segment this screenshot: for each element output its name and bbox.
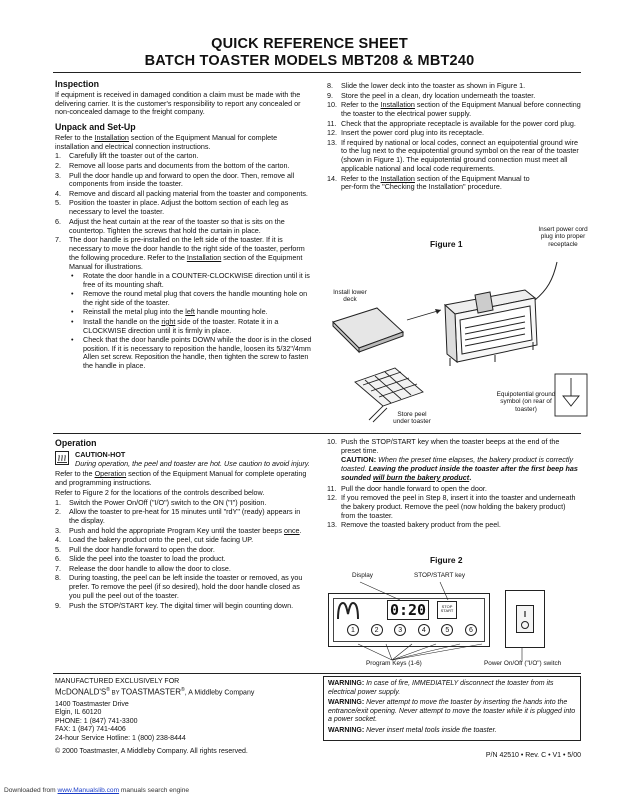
list-item: 9. Push the STOP/START key. The digital timer will begin counting down.	[55, 600, 294, 610]
section-rule	[53, 433, 581, 434]
program-key-5[interactable]: 5	[441, 624, 453, 636]
list-item: 12. If you removed the peel in Step 8, insert it into the toaster and underneath the bakery product. Remove the peel (now holding the bakery product) from the toaster.	[327, 493, 576, 520]
caution-block	[55, 451, 312, 469]
figure-1-label-ground: Equipotential ground symbol (on rear of toaster)	[496, 391, 556, 413]
figure-2-label-stopstart: STOP/START key	[414, 572, 466, 579]
program-key-2[interactable]: 2	[371, 624, 383, 636]
list-item: 5. Pull the door handle forward to open the door.	[55, 544, 215, 554]
bullet-item: • Reinstall the metal plug into the left handle mounting hole.	[71, 307, 268, 317]
list-item: 6. Adjust the heat curtain at the rear of the toaster so that is sits on the countertop. Tighten the screws that hold the curtain in place.	[55, 216, 285, 235]
caution-text: During operation, the peel and toaster are hot. Use caution to avoid injury.	[75, 458, 310, 468]
manufacturer-block	[55, 678, 317, 757]
operation-column-left	[55, 438, 312, 611]
figure-1-label-deck: Install lower deck	[333, 289, 367, 304]
figure-1-label-peel: Store peel under toaster	[393, 411, 431, 426]
bullet-item: • Remove the round metal plug that covers the handle mounting hole on the right side of the toaster.	[71, 289, 308, 308]
list-item: 10. Refer to the Installation section of the Equipment Manual before connecting the toaster to the electrical power supply.	[327, 100, 581, 118]
stop-start-button[interactable]: STOP START	[437, 601, 457, 619]
header-rule	[53, 72, 581, 73]
address-line-1: 1400 Toastmaster Drive	[55, 700, 129, 708]
list-item: 8. Slide the lower deck into the toaster as shown in Figure 1.	[327, 81, 526, 90]
list-item: 1. Switch the Power On/Off ("I/O") switch to the ON ("I") position.	[55, 497, 267, 507]
figure-2-label-switch: Power On/Off ("I/O") switch	[484, 660, 562, 667]
warning-3: WARNING: Never insert metal tools inside the toaster.	[328, 726, 497, 734]
operation-column-right	[327, 438, 581, 531]
unpack-steps-continued	[327, 82, 581, 192]
list-item: 2. Remove all loose parts and documents from the bottom of the carton.	[55, 160, 290, 170]
peel-drawing	[355, 368, 423, 422]
toaster-drawing	[445, 262, 557, 366]
bullet-item: • Check that the door handle points DOWN while the door is in the closed position. If it is necessary to reposition the handle, loosen its 5/32"/4mm Allen set screw. Reposition the handle, then tighten the screw to fasten the handle in place.	[71, 334, 312, 371]
program-key-3[interactable]: 3	[394, 624, 406, 636]
hot-surface-icon	[55, 451, 69, 465]
list-item: 8. During toasting, the peel can be left inside the toaster or removed, as you prefer. To remove the peel (if so desired), hold the door handle closed as you pull the peel out of the toaster.	[55, 573, 303, 601]
figure-2-label-keys: Program Keys (1-6)	[366, 660, 422, 667]
list-item: 4. Remove and discard all packing material from the toaster and components.	[55, 188, 308, 198]
hotline-line: 24-hour Service Hotline: 1 (800) 238-8444	[55, 734, 186, 742]
list-item: 3. Push and hold the appropriate Program Key until the toaster beeps once.	[55, 525, 302, 535]
unpack-steps	[55, 152, 312, 271]
list-item: 7. The door handle is pre-installed on the left side of the toaster. If it is necessary to move the door handle to the right side of the toaster, perform the following procedure. Refer to the Installation section of the Equipment Manual for illustrations.	[55, 235, 305, 271]
copyright-line: © 2000 Toastmaster, A Middleby Company. All rights reserved.	[55, 748, 248, 756]
ground-symbol-drawing	[555, 374, 587, 416]
list-item: 11. Pull the door handle forward to open the door.	[327, 483, 487, 493]
title-line-2: BATCH TOASTER MODELS MBT208 & MBT240	[144, 53, 475, 69]
address-line-2: Elgin, IL 60120	[55, 709, 102, 717]
list-item: 5. Position the toaster in place. Adjust the bottom section of each leg as necessary to level the toaster.	[55, 198, 289, 217]
operation-ref-2: Refer to Figure 2 for the locations of the controls described below.	[55, 487, 265, 497]
figure-2-label-display: Display	[352, 572, 373, 579]
lower-deck-drawing	[333, 308, 403, 352]
footer-rule	[53, 673, 581, 674]
unpack-intro: Refer to the Installation section of the Equipment Manual for complete installation and electrical connection instructions.	[55, 132, 278, 151]
warnings-box	[323, 676, 581, 741]
caution-burn: CAUTION: When the preset time elapses, the bakery product is correctly toasted. Leaving the product inside the toaster after the first beep has sounded will burn the bakery product.	[341, 455, 578, 482]
operation-ref: Refer to the Operation section of the Equipment Manual for complete operating and programming instructions.	[55, 469, 307, 488]
mfg-line: MANUFACTURED EXCLUSIVELY FOR	[55, 678, 180, 685]
download-credit: Downloaded from www.Manualslib.com manuals search engine	[4, 787, 190, 794]
list-item: 14. Refer to the Installation section of the Equipment Manual to per-form the "Checking the Installation" procedure.	[327, 173, 530, 192]
phone-line: PHONE: 1 (847) 741-3300	[55, 717, 138, 725]
list-item: 2. Allow the toaster to pre-heat for 15 minutes until "rdY" (ready) appears in the display.	[55, 507, 301, 525]
title-line-1: QUICK REFERENCE SHEET	[211, 36, 408, 52]
manualslib-link[interactable]: www.Manualslib.com	[57, 787, 120, 794]
brand-line: MCDONALD'S® BY TOASTMASTER®, A Middleby Company	[55, 686, 255, 697]
warning-2: WARNING: Never attempt to move the toaster by inserting the hands into the entrance/exit opening. Never attempt to move the toaster while it is plugged into a power socket.	[328, 699, 576, 724]
unpack-heading: Unpack and Set-Up	[55, 122, 136, 133]
inspection-text: If equipment is received in damaged condition a claim must be made with the delivering carrier. It is the customer's responsibility to report any concealed or non-concealed damage to the freight company.	[55, 89, 301, 117]
bullet-item: • Install the handle on the right side of the toaster. Rotate it in a CLOCKWISE direction until it is firmly in place.	[71, 316, 279, 335]
list-item: 9. Store the peel in a clean, dry location underneath the toaster.	[327, 90, 536, 100]
list-item: 10. Push the STOP/START key when the toaster beeps at the end of the preset time.	[327, 437, 560, 455]
operation-heading: Operation	[55, 438, 97, 448]
list-item: 4. Load the bakery product onto the peel, cut side facing UP.	[55, 535, 254, 545]
program-key-4[interactable]: 4	[418, 624, 430, 636]
program-key-1[interactable]: 1	[347, 624, 359, 636]
figure-1-title: Figure 1	[430, 239, 463, 249]
list-item: 3. Pull the door handle up and forward to open the door. Then, remove all components from inside the toaster.	[55, 170, 295, 189]
list-item: 13. Remove the toasted bakery product from the peel.	[327, 520, 501, 530]
list-item: 13. If required by national or local codes, connect an equipotential ground wire to the lug next to the equipotential ground symbol on the rear of the toaster (shown in Figure 1). The equipotential ground connection must meet all applicable national and local code requirements.	[327, 137, 579, 174]
inspection-heading: Inspection	[55, 79, 99, 89]
operation-steps	[55, 499, 312, 611]
part-number: P/N 42510 • Rev. C • V1 • 5/00	[485, 752, 581, 759]
figure-2-leader-lines	[340, 578, 540, 662]
right-column-top	[327, 82, 581, 193]
list-item: 7. Release the door handle to allow the door to close.	[55, 563, 231, 573]
left-column-top	[55, 79, 312, 372]
bullet-item: • Rotate the door handle in a COUNTER-CLOCKWISE direction until it is free of its mounting shaft.	[71, 271, 310, 289]
display-readout: 0:20	[387, 600, 429, 620]
figure-1-illustration	[325, 250, 595, 430]
list-item: 11. Check that the appropriate receptacle is available for the power cord plug.	[327, 118, 576, 128]
warning-1: WARNING: In case of fire, IMMEDIATELY disconnect the toaster from its electrical power supply.	[328, 680, 554, 696]
figure-2-title: Figure 2	[430, 555, 463, 565]
fax-line: FAX: 1 (847) 741-4406	[55, 726, 126, 734]
list-item: 1. Carefully lift the toaster out of the carton.	[55, 151, 199, 161]
caution-title: CAUTION-HOT	[75, 449, 126, 459]
figure-1-label-power: Insert power cord plug into proper receptacle	[538, 226, 588, 248]
list-item: 6. Slide the peel into the toaster to load the product.	[55, 554, 226, 564]
list-item: 12. Insert the power cord plug into its receptacle.	[327, 128, 485, 138]
program-key-6[interactable]: 6	[465, 624, 477, 636]
